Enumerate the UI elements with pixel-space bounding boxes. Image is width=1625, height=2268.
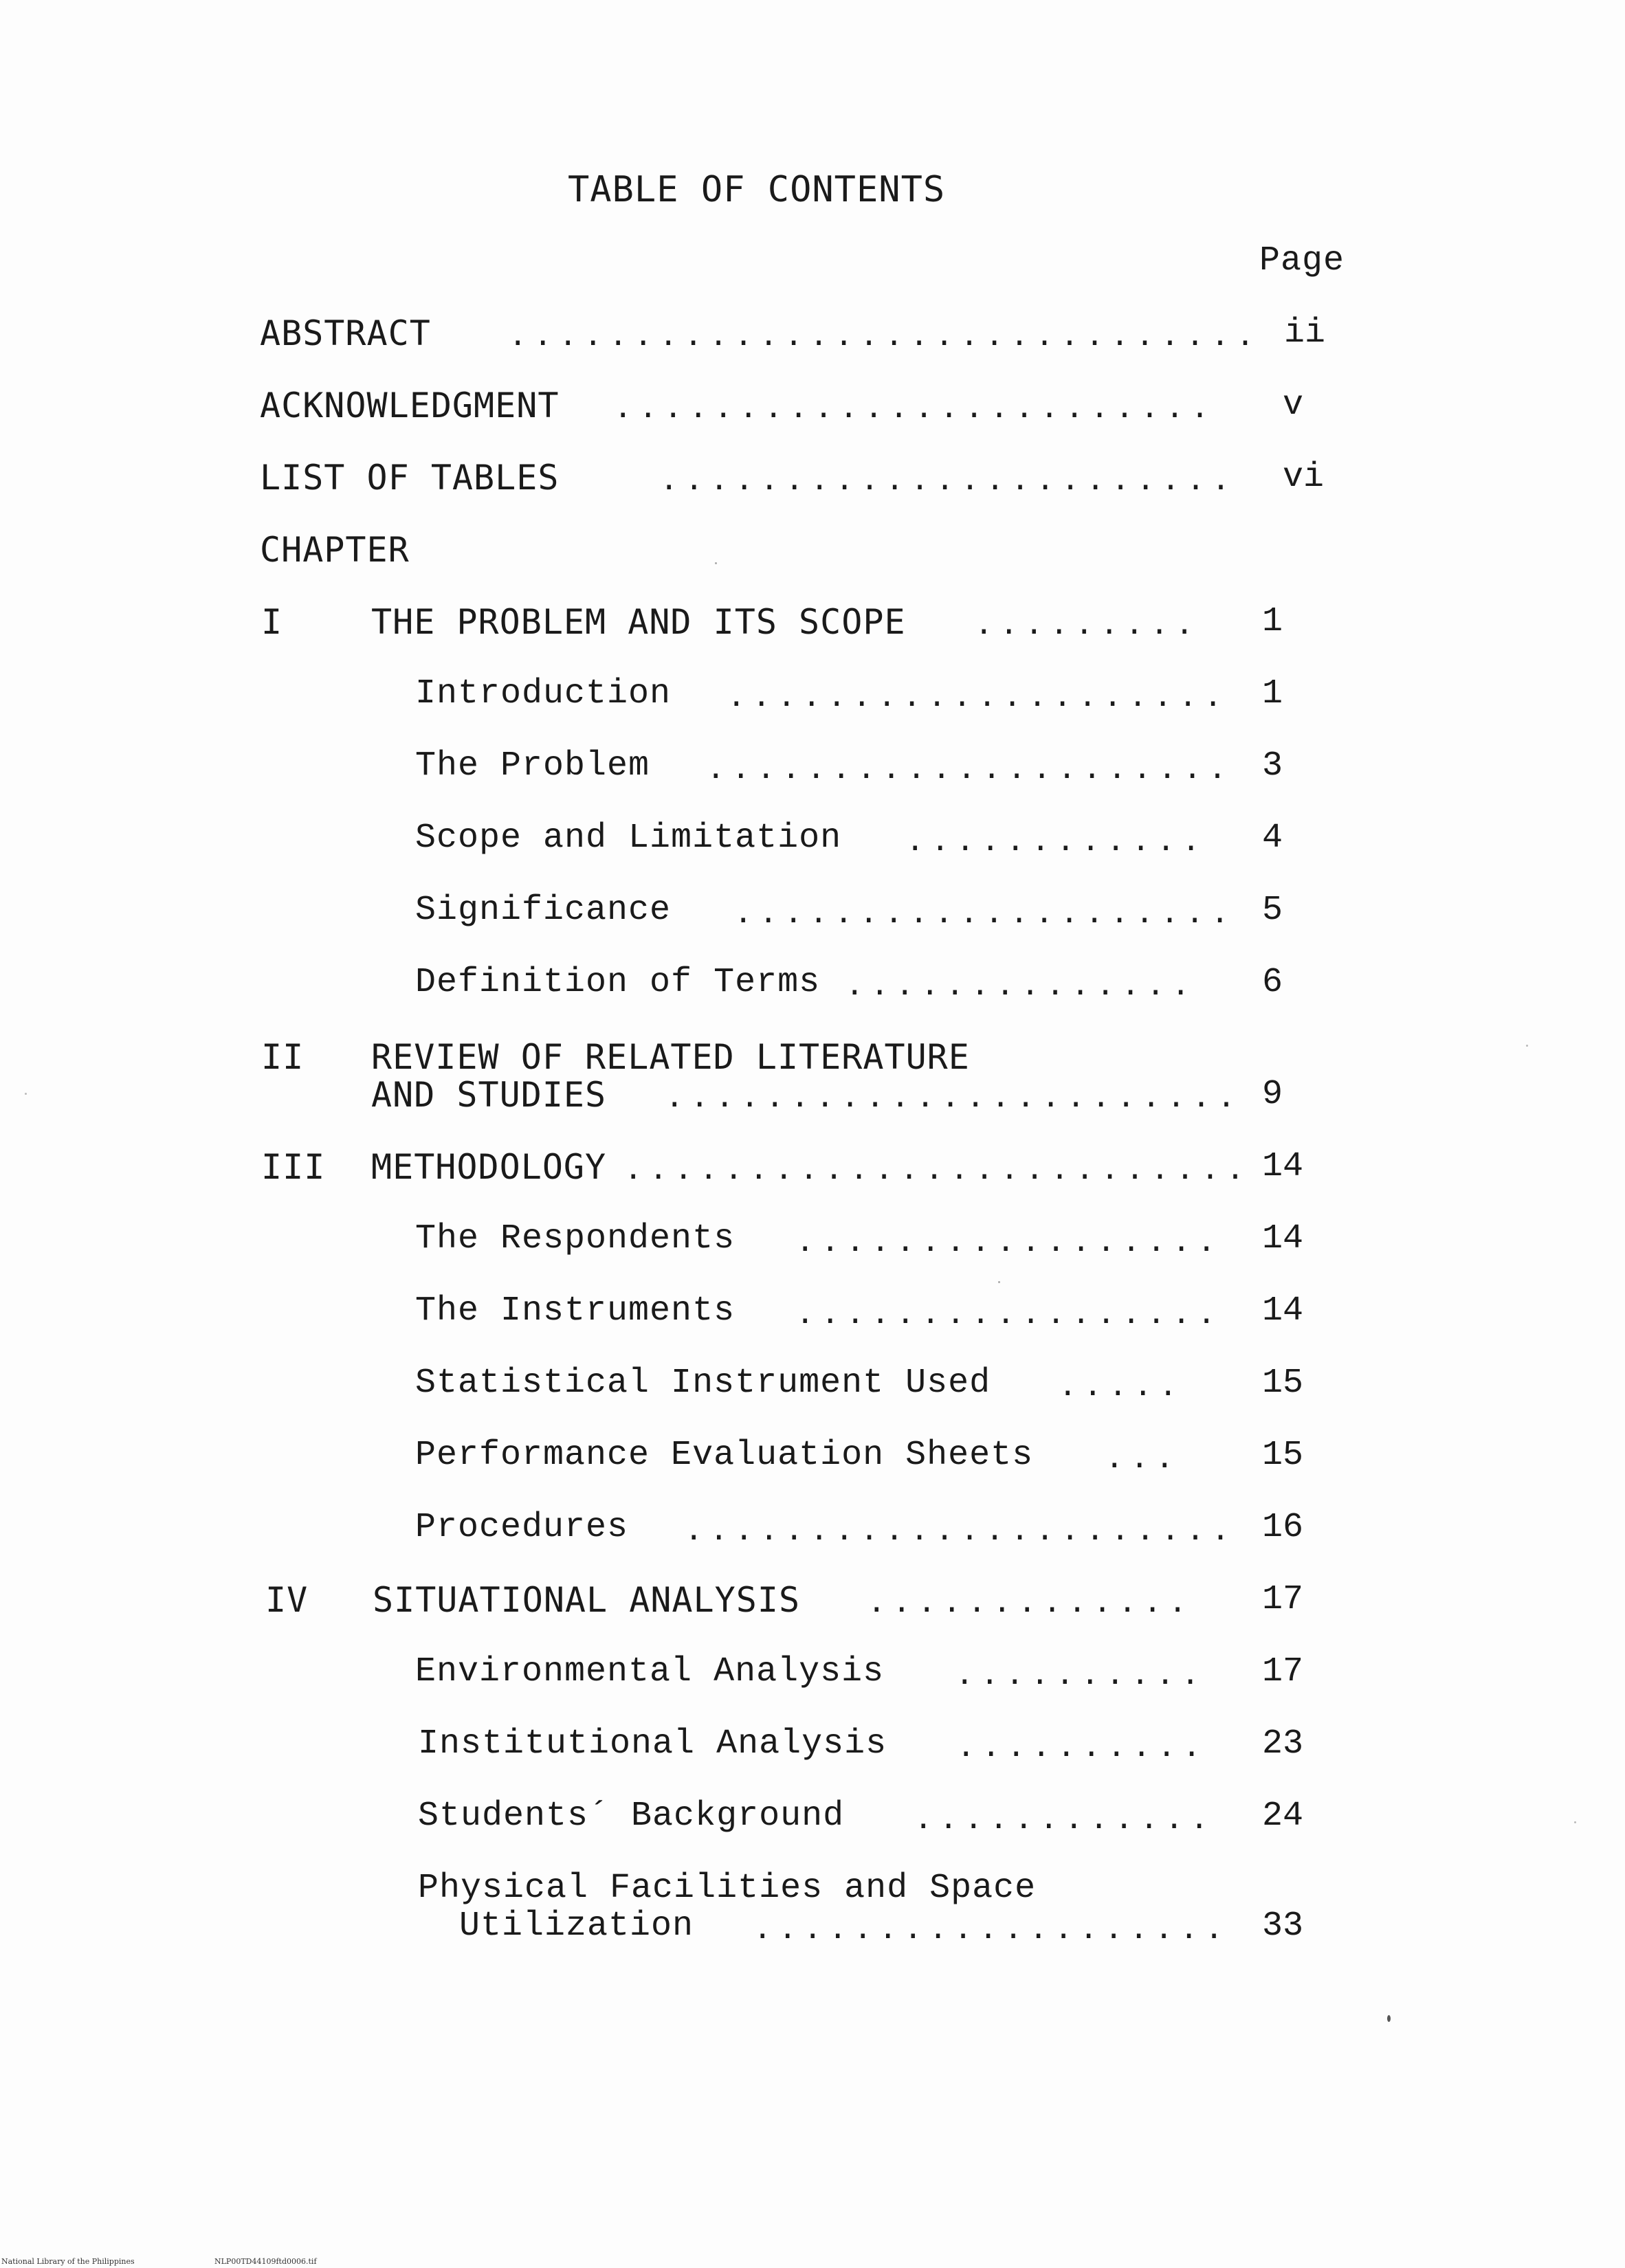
dot-leader: ....................... <box>660 462 1237 497</box>
chapter-title-line2: AND STUDIES <box>371 1075 607 1115</box>
dot-leader: ..... <box>1059 1368 1184 1403</box>
section-page: 33 <box>1262 1906 1304 1946</box>
section-page: 16 <box>1262 1508 1304 1547</box>
section-page: 5 <box>1262 891 1283 930</box>
section-label: Statistical Instrument Used <box>415 1364 991 1403</box>
dot-leader: ................. <box>796 1223 1223 1258</box>
toc-entry-page: v <box>1283 386 1304 425</box>
chapter-page: 14 <box>1262 1147 1304 1186</box>
dot-leader: .................... <box>734 895 1236 930</box>
chapter-title: SITUATIONAL ANALYSIS <box>373 1580 801 1620</box>
section-label: The Problem <box>415 746 650 786</box>
page-title: TABLE OF CONTENTS <box>568 169 946 210</box>
chapter-heading: CHAPTER <box>260 530 410 570</box>
section-label: Significance <box>415 891 672 930</box>
section-page: 3 <box>1262 746 1283 786</box>
dot-leader: ......................... <box>624 1151 1252 1186</box>
section-page: 15 <box>1262 1436 1304 1475</box>
chapter-numeral: IV <box>265 1580 309 1620</box>
chapter-page: 9 <box>1262 1075 1283 1114</box>
dot-leader: .............. <box>845 967 1197 1002</box>
toc-entry-label: ACKNOWLEDGMENT <box>260 386 560 425</box>
dot-leader: ....................... <box>665 1079 1243 1114</box>
section-label-line2: Utilization <box>459 1906 694 1946</box>
chapter-page: 1 <box>1262 602 1283 641</box>
section-label: Institutional Analysis <box>418 1724 887 1764</box>
chapter-numeral: I <box>261 602 283 642</box>
section-label: Introduction <box>415 674 672 713</box>
section-label: Students´ Background <box>418 1797 845 1836</box>
dot-leader: ...................... <box>685 1512 1237 1547</box>
dot-leader: .............................. <box>509 318 1261 353</box>
section-page: 15 <box>1262 1364 1304 1403</box>
chapter-title: METHODOLOGY <box>371 1147 607 1187</box>
footer-library: National Library of the Philippines <box>1 2257 135 2266</box>
section-label: The Respondents <box>415 1219 736 1258</box>
dot-leader: ............ <box>906 823 1207 858</box>
section-page: 6 <box>1262 963 1283 1002</box>
section-page: 1 <box>1262 674 1283 713</box>
section-page: 23 <box>1262 1724 1304 1764</box>
section-label: Definition of Terms <box>415 963 821 1002</box>
chapter-numeral: III <box>261 1147 326 1187</box>
toc-entry-label: LIST OF TABLES <box>260 458 560 498</box>
scan-speck <box>1526 1045 1528 1047</box>
scan-speck <box>1387 2015 1391 2022</box>
section-label: Procedures <box>415 1508 629 1547</box>
section-label: Scope and Limitation <box>415 819 842 858</box>
scan-speck <box>25 1093 27 1095</box>
chapter-title-line1: REVIEW OF RELATED LITERATURE <box>371 1037 970 1077</box>
dot-leader: ............ <box>914 1801 1215 1836</box>
scan-speck <box>1574 1821 1576 1823</box>
footer-file: NLP00TD44109ftd0006.tif <box>214 2257 317 2266</box>
toc-entry-page: vi <box>1283 458 1325 497</box>
dot-leader: .................... <box>727 678 1229 713</box>
toc-entry-label: ABSTRACT <box>260 313 431 353</box>
dot-leader: ................... <box>753 1911 1230 1946</box>
section-page: 17 <box>1262 1652 1304 1691</box>
chapter-page: 17 <box>1262 1580 1304 1619</box>
dot-leader: ..................... <box>707 751 1234 786</box>
section-label: The Instruments <box>415 1291 736 1331</box>
dot-leader: .......... <box>957 1728 1208 1764</box>
dot-leader: ... <box>1105 1440 1181 1475</box>
section-page: 24 <box>1262 1797 1304 1836</box>
section-label: Performance Evaluation Sheets <box>415 1436 1034 1475</box>
dot-leader: ............. <box>867 1584 1194 1619</box>
page-column-heading: Page <box>1259 241 1345 280</box>
section-page: 4 <box>1262 819 1283 858</box>
scan-speck <box>998 1281 1000 1283</box>
section-label: Environmental Analysis <box>415 1652 885 1691</box>
section-label-line1: Physical Facilities and Space <box>418 1869 1037 1908</box>
dot-leader: ........................ <box>614 390 1216 425</box>
section-page: 14 <box>1262 1219 1304 1258</box>
scan-speck <box>715 562 717 564</box>
chapter-numeral: II <box>261 1037 305 1077</box>
chapter-title: THE PROBLEM AND ITS SCOPE <box>371 602 906 642</box>
dot-leader: ......... <box>975 606 1201 641</box>
section-page: 14 <box>1262 1291 1304 1331</box>
dot-leader: ................. <box>796 1296 1223 1331</box>
toc-entry-page: ii <box>1284 313 1326 353</box>
dot-leader: .......... <box>955 1656 1206 1691</box>
